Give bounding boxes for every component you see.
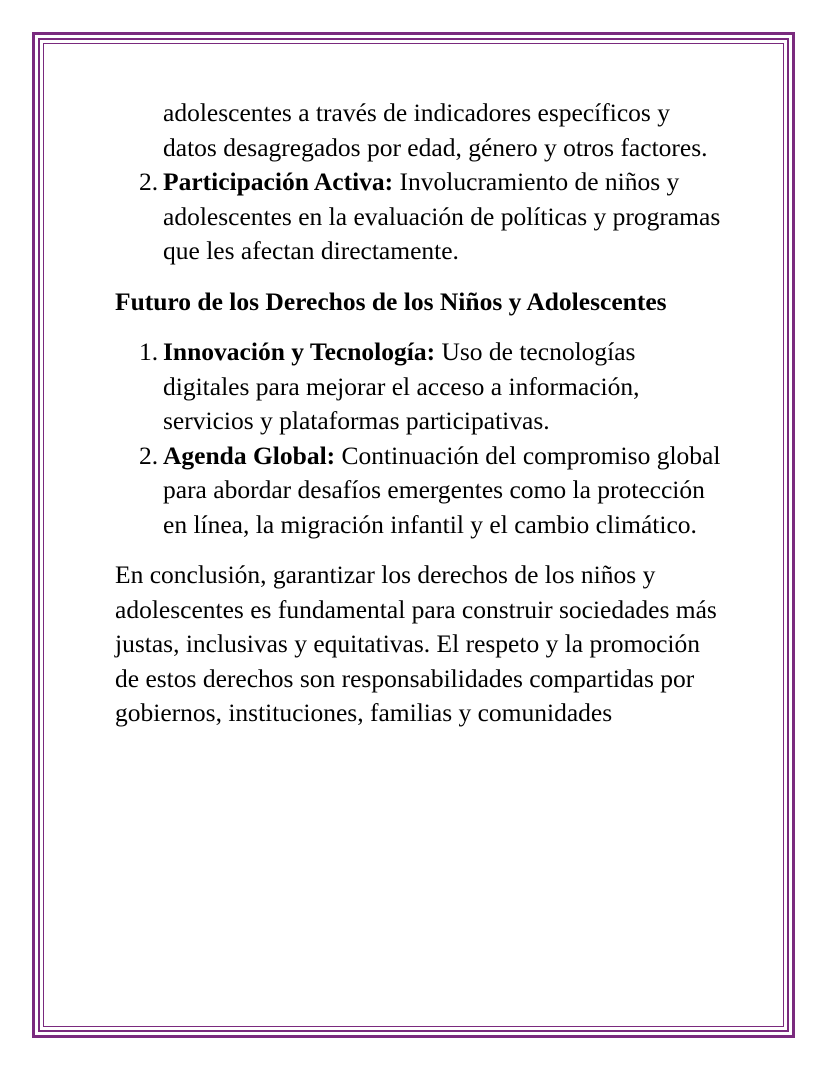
list-item-number: 2. bbox=[139, 167, 159, 196]
page-content bbox=[115, 96, 725, 731]
list-item-title: Innovación y Tecnología: bbox=[163, 337, 436, 366]
top-list bbox=[115, 96, 725, 269]
list-item bbox=[115, 439, 725, 543]
section-heading: Futuro de los Derechos de los Niños y Adolescentes bbox=[115, 286, 667, 316]
conclusion-paragraph: En conclusión, garantizar los derechos de los niños y adolescentes es fundamental para construir sociedades más justas, inclusivas y equitativas. El respeto y la promoción de estos derechos son responsabilidades compartidas por gobiernos, instituciones, familias y comunidades bbox=[115, 560, 717, 727]
list-item-number: 2. bbox=[139, 440, 159, 470]
list-item bbox=[115, 335, 725, 439]
list-item-text: Continuación del compromiso global para abordar desafíos emergentes como la protección en línea, la migración infantil y el cambio climático. bbox=[163, 440, 721, 539]
list-item-number: 1. bbox=[139, 337, 159, 366]
list-item-text: Uso de tecnologías digitales para mejorar el acceso a información, servicios y plataformas participativas. bbox=[163, 337, 640, 435]
list-item-title: Agenda Global: bbox=[163, 440, 336, 470]
list-item bbox=[115, 165, 725, 269]
list-item-text: Involucramiento de niños y adolescentes en la evaluación de políticas y programas que les afectan directamente. bbox=[163, 167, 721, 265]
list-item-title: Participación Activa: bbox=[163, 167, 394, 196]
list-item-continuation: adolescentes a través de indicadores específicos y datos desagregados por edad, género y otros factores. bbox=[163, 98, 708, 162]
section-list bbox=[115, 335, 725, 542]
